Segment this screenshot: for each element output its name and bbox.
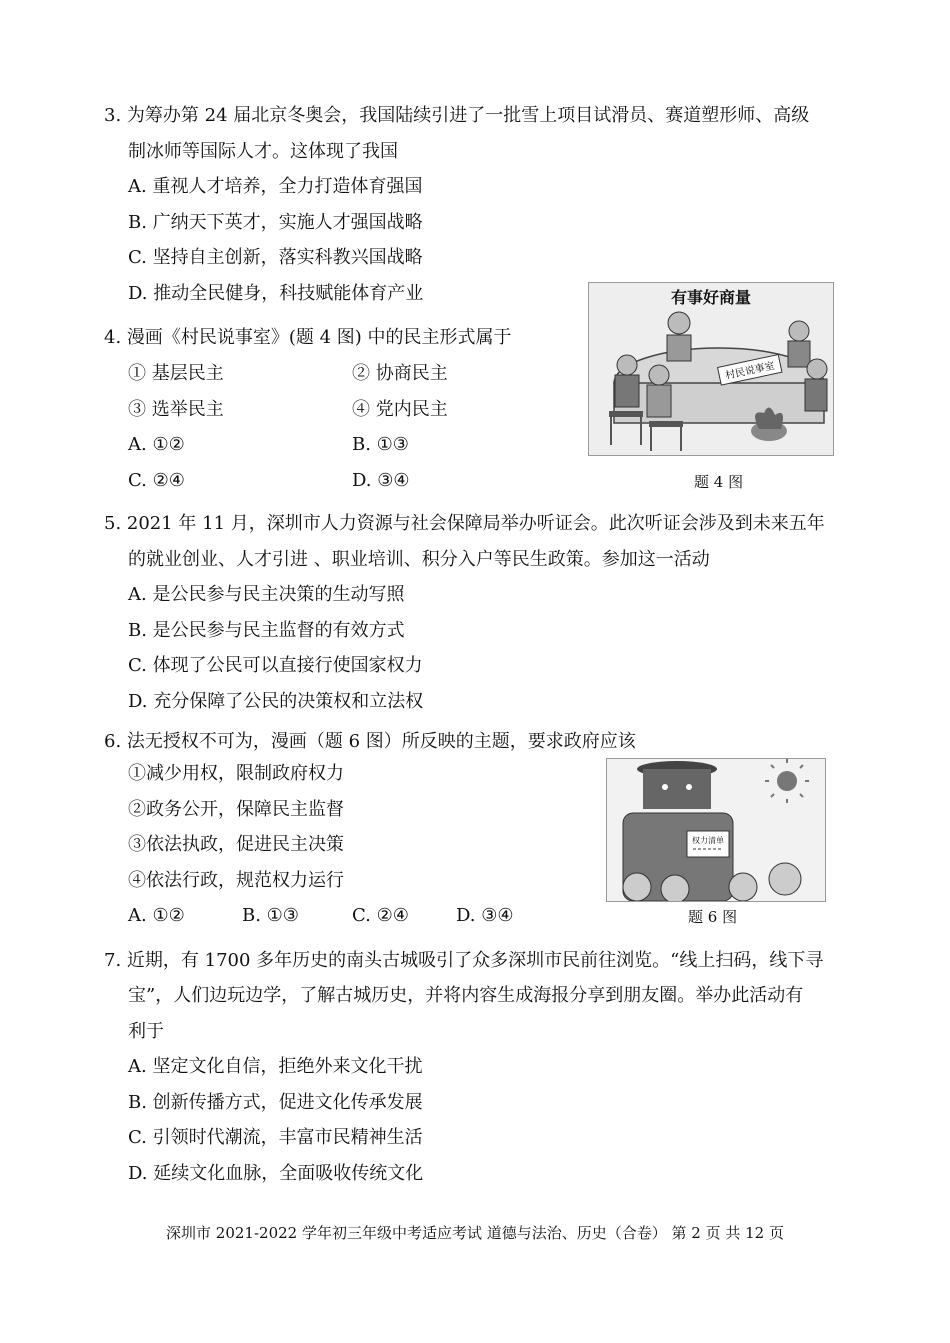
q3-option-a: A. 重视人才培养，全力打造体育强国 [128,176,423,197]
q6-choice-c: C. ②④ [352,905,409,926]
q4-choice-d: D. ③④ [352,470,410,491]
q4-item-4: ④ 党内民主 [352,399,448,420]
q4-figure-sign: 村民说事室 [724,360,776,382]
q6-figure-sign: 权力清单 [692,836,724,845]
q6-item-1: ①减少用权，限制政府权力 [128,763,344,784]
q5-stem-line1: 5. 2021 年 11 月，深圳市人力资源与社会保障局举办听证会。此次听证会涉及到未来五年 [104,513,825,534]
q4-cartoon-illustration [589,283,833,455]
q6-choice-d: D. ③④ [456,905,514,926]
q4-choice-c: C. ②④ [128,470,185,491]
q4-cartoon-figure [588,282,834,456]
q7-option-b: B. 创新传播方式，促进文化传承发展 [128,1092,423,1113]
q6-choice-b: B. ①③ [242,905,299,926]
q4-choice-b: B. ①③ [352,434,409,455]
q4-item-1: ① 基层民主 [128,363,224,384]
q3-option-b: B. 广纳天下英才，实施人才强国战略 [128,212,423,233]
q6-item-3: ③依法执政，促进民主决策 [128,834,344,855]
q7-option-a: A. 坚定文化自信，拒绝外来文化干扰 [128,1056,423,1077]
q7-option-c: C. 引领时代潮流，丰富市民精神生活 [128,1127,423,1148]
q5-option-d: D. 充分保障了公民的决策权和立法权 [128,691,424,712]
q4-choice-a: A. ①② [128,434,185,455]
q4-figure-title: 有事好商量 [670,290,752,307]
q3-option-d: D. 推动全民健身，科技赋能体育产业 [128,283,424,304]
q7-stem-line1: 7. 近期，有 1700 多年历史的南头古城吸引了众多深圳市民前往浏览。“线上扫码，线下寻 [104,950,824,971]
q5-option-c: C. 体现了公民可以直接行使国家权力 [128,655,423,676]
q5-option-a: A. 是公民参与民主决策的生动写照 [128,584,405,605]
q6-cartoon-illustration [607,759,825,901]
page-footer: 深圳市 2021-2022 学年初三年级中考适应考试 道德与法治、历史（合卷） 第 2 页 共 12 页 [166,1224,784,1242]
q5-option-b: B. 是公民参与民主监督的有效方式 [128,620,405,641]
q7-option-d: D. 延续文化血脉，全面吸收传统文化 [128,1163,424,1184]
q3-option-c: C. 坚持自主创新，落实科教兴国战略 [128,247,423,268]
q4-item-2: ② 协商民主 [352,363,448,384]
q4-item-3: ③ 选举民主 [128,399,224,420]
q6-choice-a: A. ①② [128,905,185,926]
q7-stem-line2: 宝”，人们边玩边学，了解古城历史，并将内容生成海报分享到朋友圈。举办此活动有 [128,985,804,1006]
q7-stem-line3: 利于 [128,1021,164,1042]
q6-figure-caption: 题 6 图 [688,908,738,926]
q6-item-2: ②政务公开，保障民主监督 [128,799,344,820]
q3-stem-line2: 制冰师等国际人才。这体现了我国 [128,141,398,162]
q4-figure-caption: 题 4 图 [694,473,744,491]
q6-stem: 6. 法无授权不可为，漫画（题 6 图）所反映的主题，要求政府应该 [104,731,636,752]
q6-item-4: ④依法行政，规范权力运行 [128,870,344,891]
q3-stem-line1: 3. 为筹办第 24 届北京冬奥会，我国陆续引进了一批雪上项目试滑员、赛道塑形师、高级 [104,105,810,126]
q5-stem-line2: 的就业创业、人才引进 、职业培训、积分入户等民生政策。参加这一活动 [128,549,710,570]
q4-stem: 4. 漫画《村民说事室》(题 4 图) 中的民主形式属于 [104,327,512,348]
q6-cartoon-figure [606,758,826,902]
